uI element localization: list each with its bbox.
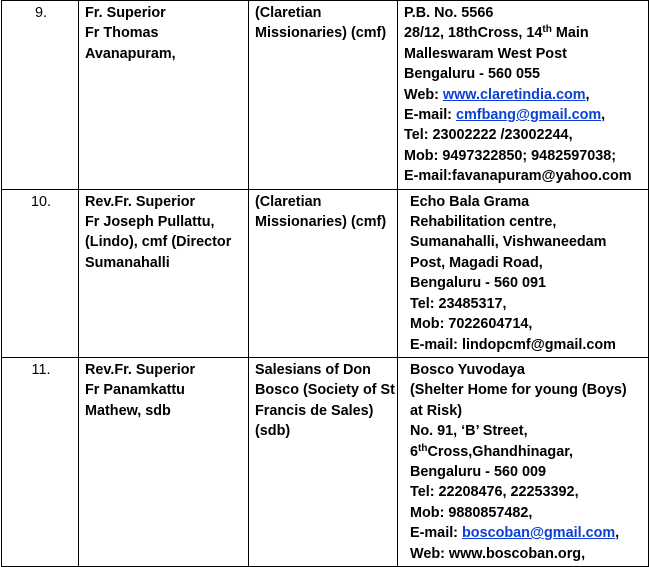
serial-number: 11. bbox=[31, 361, 51, 378]
area: Malleswaram West Post bbox=[404, 45, 567, 62]
telephone: Tel: 23485317, bbox=[410, 295, 507, 312]
street-address: No. 91, ‘B’ Street, bbox=[410, 423, 528, 440]
telephone: Tel: 22208476, 22253392, bbox=[410, 484, 579, 501]
name-line: Fr Thomas bbox=[85, 25, 159, 42]
congregation-cell bbox=[249, 357, 398, 566]
address-cell bbox=[398, 1, 649, 190]
superior-name-cell bbox=[79, 189, 249, 357]
congregation-line: Missionaries) (cmf) bbox=[255, 214, 387, 231]
mobile: Mob: 9497322850; 9482597038; bbox=[404, 147, 617, 164]
table-row bbox=[2, 357, 649, 566]
congregation-line: Salesians of Don bbox=[255, 361, 371, 378]
congregation-cell bbox=[249, 1, 398, 190]
name-line: (Lindo), cmf (Director bbox=[85, 234, 232, 251]
serial-number: 9. bbox=[34, 5, 47, 21]
directory-table bbox=[1, 0, 649, 567]
congregation-line: (Claretian bbox=[255, 193, 322, 210]
email-link[interactable]: boscoban@gmail.com bbox=[461, 525, 616, 542]
email-line: E-mail: boscoban@gmail.com, bbox=[410, 525, 620, 542]
cross-address: 6thCross,Ghandhinagar, bbox=[410, 442, 574, 460]
website-line: Web: www.boscoban.org, bbox=[410, 545, 586, 562]
congregation-line: Bosco (Society of St bbox=[255, 382, 395, 399]
serial-number-cell bbox=[2, 357, 79, 566]
address-line: Rehabilitation centre, bbox=[410, 214, 557, 231]
street-address: 28/12, 18thCross, 14th Main bbox=[404, 24, 589, 42]
po-box: P.B. No. 5566 bbox=[404, 5, 494, 21]
email-line: E-mail: cmfbang@gmail.com, bbox=[404, 107, 606, 124]
address-line: Bosco Yuvodaya bbox=[410, 361, 525, 378]
congregation-line: (sdb) bbox=[255, 423, 291, 440]
address-line: (Shelter Home for young (Boys) bbox=[410, 382, 627, 399]
table-row bbox=[2, 1, 649, 190]
name-line: Fr Joseph Pullattu, bbox=[85, 214, 215, 231]
name-line: Fr. Superior bbox=[85, 5, 166, 21]
mobile: Mob: 9880857482, bbox=[410, 504, 533, 521]
city-pin: Bengaluru - 560 091 bbox=[410, 275, 546, 292]
email-alt: E-mail:favanapuram@yahoo.com bbox=[404, 168, 632, 185]
congregation-cell bbox=[249, 189, 398, 357]
name-line: Fr Panamkattu bbox=[85, 382, 185, 399]
table-row bbox=[2, 189, 649, 357]
serial-number: 10. bbox=[30, 193, 51, 210]
serial-number-cell bbox=[2, 189, 79, 357]
superior-name-cell bbox=[79, 357, 249, 566]
name-line: Rev.Fr. Superior bbox=[85, 361, 196, 378]
telephone: Tel: 23002222 /23002244, bbox=[404, 127, 573, 144]
city-pin: Bengaluru - 560 055 bbox=[404, 66, 540, 83]
serial-number-cell bbox=[2, 1, 79, 190]
address-line: Sumanahalli, Vishwaneedam bbox=[410, 234, 607, 251]
address-line: Echo Bala Grama bbox=[410, 193, 530, 210]
congregation-line: Francis de Sales) bbox=[255, 402, 374, 419]
superior-name-cell bbox=[79, 1, 249, 190]
website-line: Web: www.claretindia.com, bbox=[404, 86, 590, 103]
address-line: at Risk) bbox=[410, 402, 462, 419]
name-line: Sumanahalli bbox=[85, 254, 170, 271]
name-line: Mathew, sdb bbox=[85, 402, 171, 419]
congregation-line: (Claretian bbox=[255, 5, 322, 21]
name-line: Avanapuram, bbox=[85, 45, 176, 62]
city-pin: Bengaluru - 560 009 bbox=[410, 463, 546, 480]
email-line: E-mail: lindopcmf@gmail.com bbox=[410, 336, 616, 353]
email-link[interactable]: cmfbang@gmail.com bbox=[455, 107, 602, 124]
address-cell bbox=[398, 189, 649, 357]
name-line: Rev.Fr. Superior bbox=[85, 193, 196, 210]
congregation-line: Missionaries) (cmf) bbox=[255, 25, 387, 42]
address-cell bbox=[398, 357, 649, 566]
mobile: Mob: 7022604714, bbox=[410, 316, 533, 333]
address-line: Post, Magadi Road, bbox=[410, 254, 543, 271]
website-link[interactable]: www.claretindia.com bbox=[442, 86, 586, 103]
